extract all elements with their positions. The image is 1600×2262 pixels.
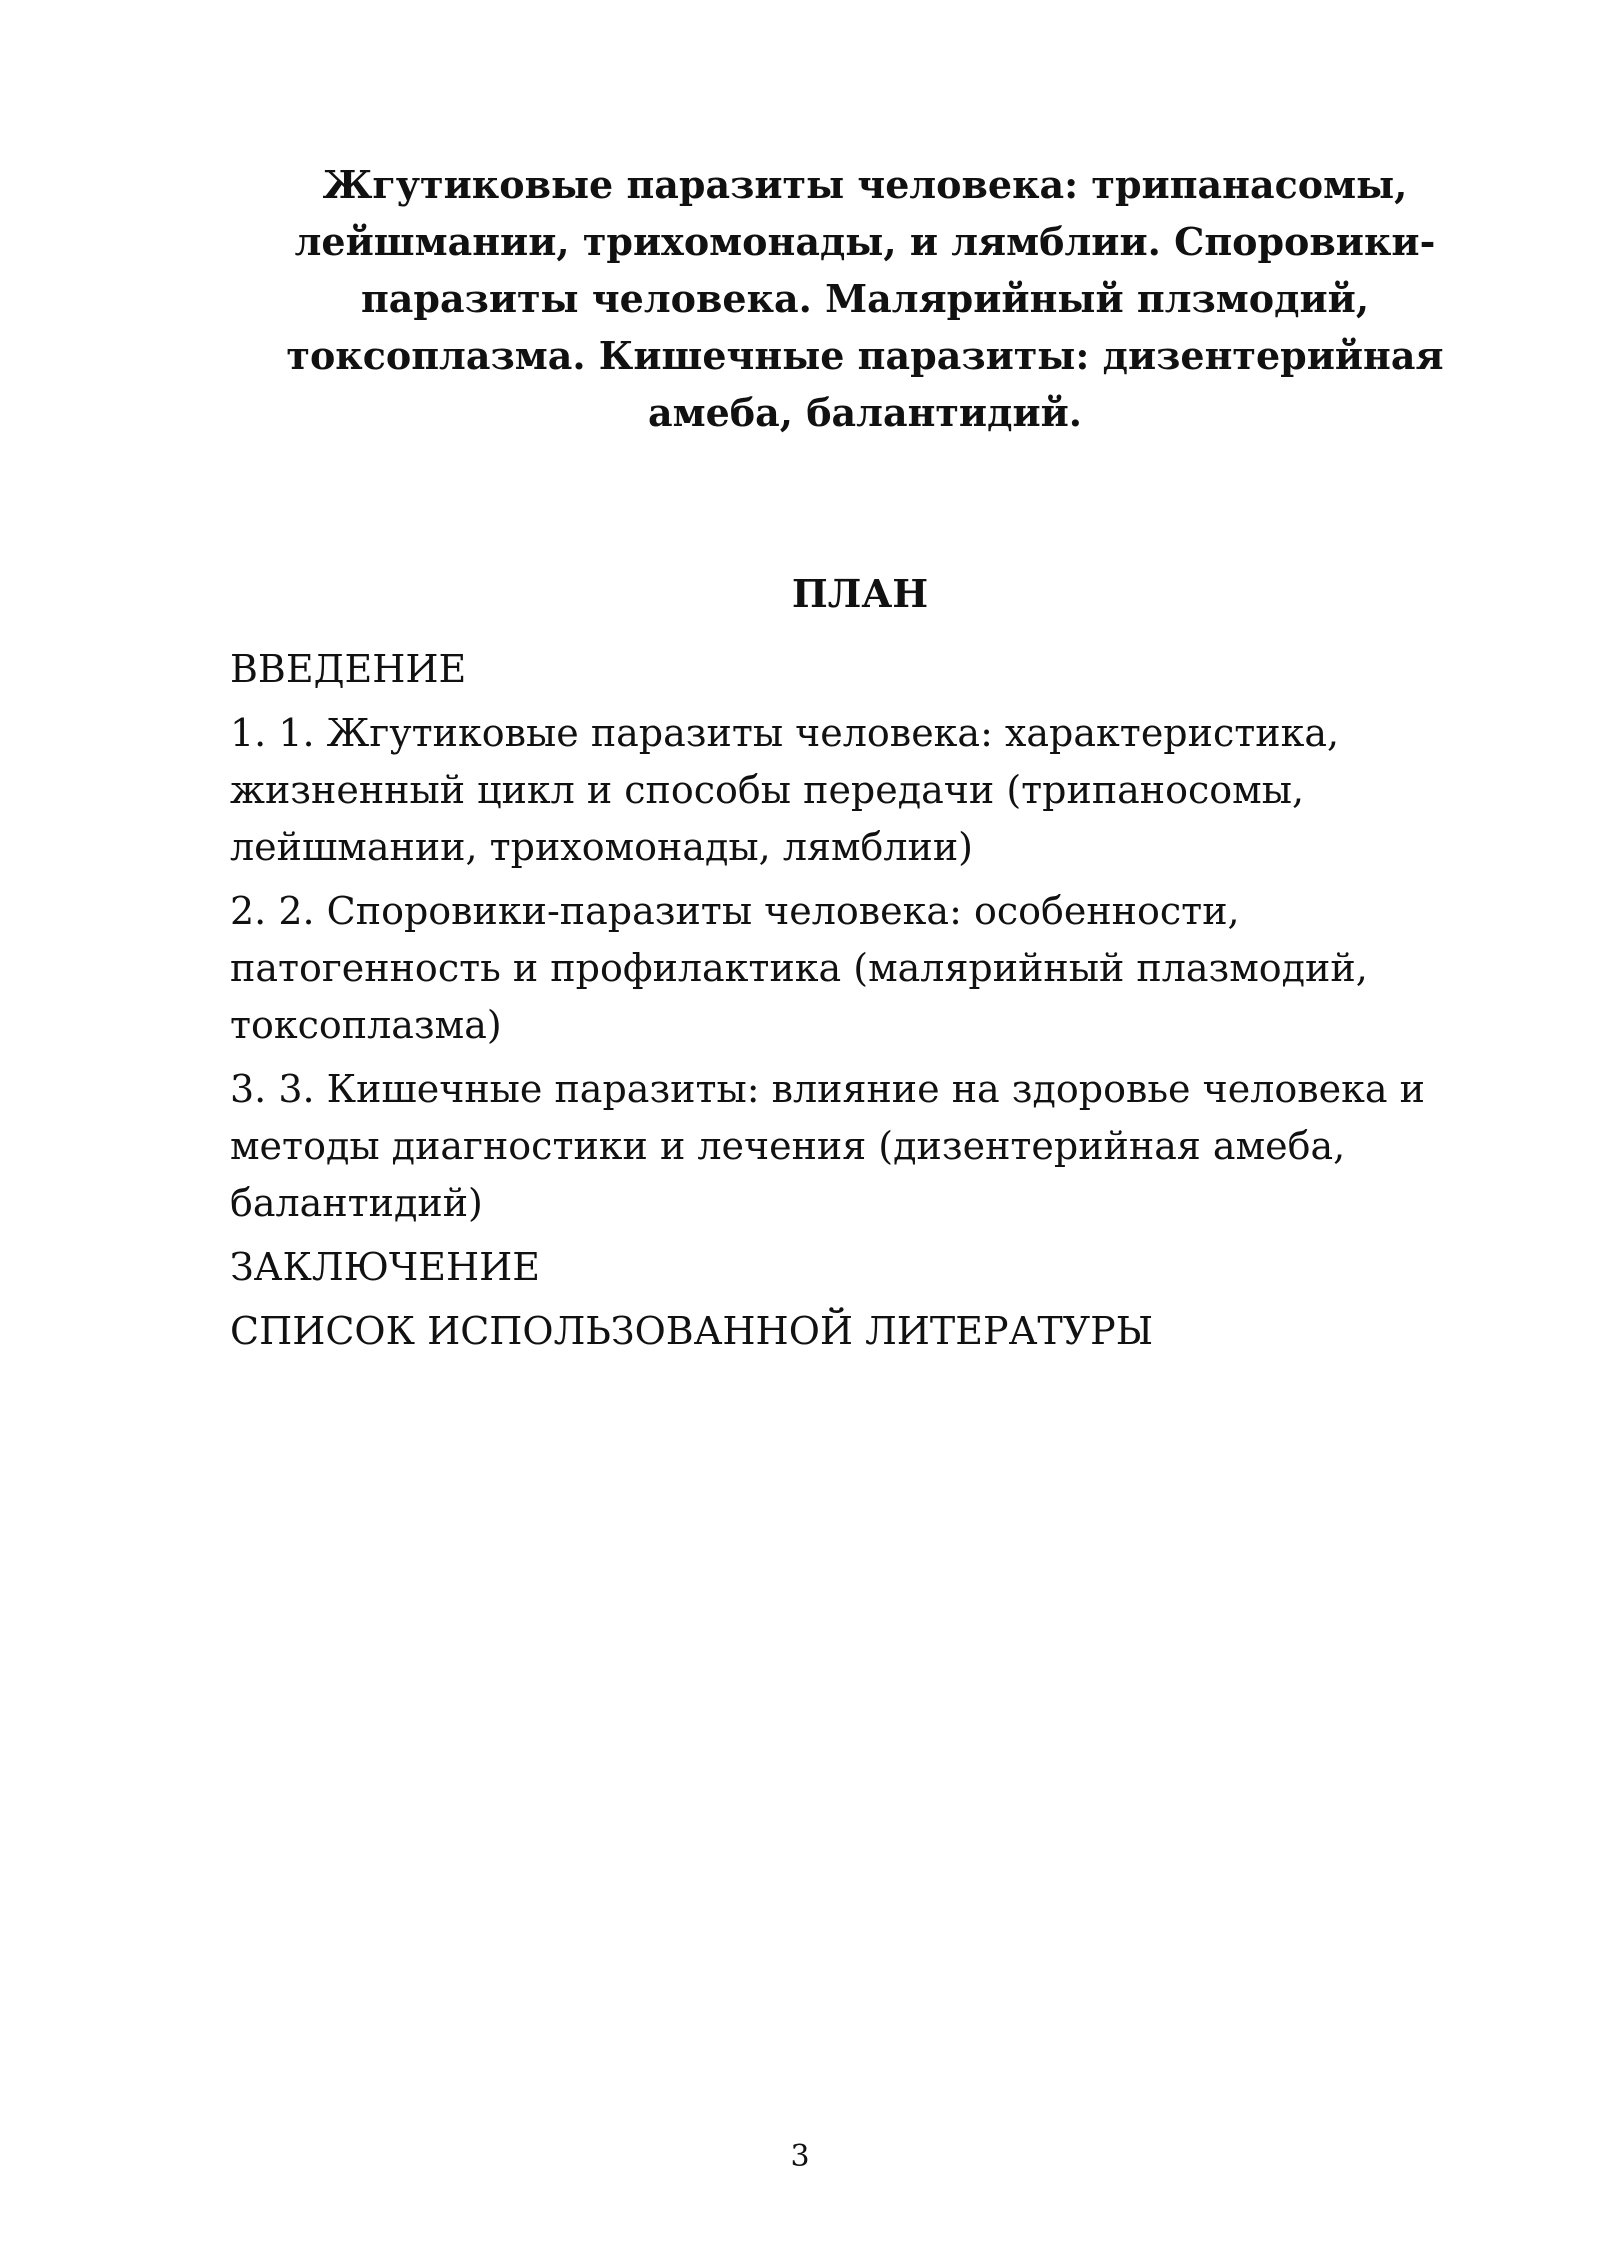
document-title: Жгутиковые паразиты человека: трипанасомы, лейшмании, трихомонады, и лямблии. Споровики-паразиты человека. Малярийный плзмодий, токсоплазма. Кишечные паразиты: дизентерийная амеба, балантидий.: [286, 162, 1444, 435]
table-of-contents: [230, 641, 1450, 1367]
page-number: 3: [790, 2139, 810, 2174]
plan-heading: ПЛАН: [791, 571, 929, 616]
toc-item-section-3: 3. 3. Кишечные паразиты: влияние на здоровье человека и методы диагностики и лечения (дизентерийная амеба, балантидий): [230, 1067, 1425, 1225]
toc-item-introduction: ВВЕДЕНИЕ: [230, 647, 467, 691]
toc-item-section-1: 1. 1. Жгутиковые паразиты человека: характеристика, жизненный цикл и способы передачи (трипаносомы, лейшмании, трихомонады, лямблии): [230, 711, 1340, 869]
toc-item-section-2: 2. 2. Споровики-паразиты человека: особенности, патогенность и профилактика (малярийный плазмодий, токсоплазма): [230, 889, 1368, 1047]
toc-item-references: СПИСОК ИСПОЛЬЗОВАННОЙ ЛИТЕРАТУРЫ: [230, 1309, 1154, 1353]
toc-item-conclusion: ЗАКЛЮЧЕНИЕ: [230, 1245, 541, 1289]
